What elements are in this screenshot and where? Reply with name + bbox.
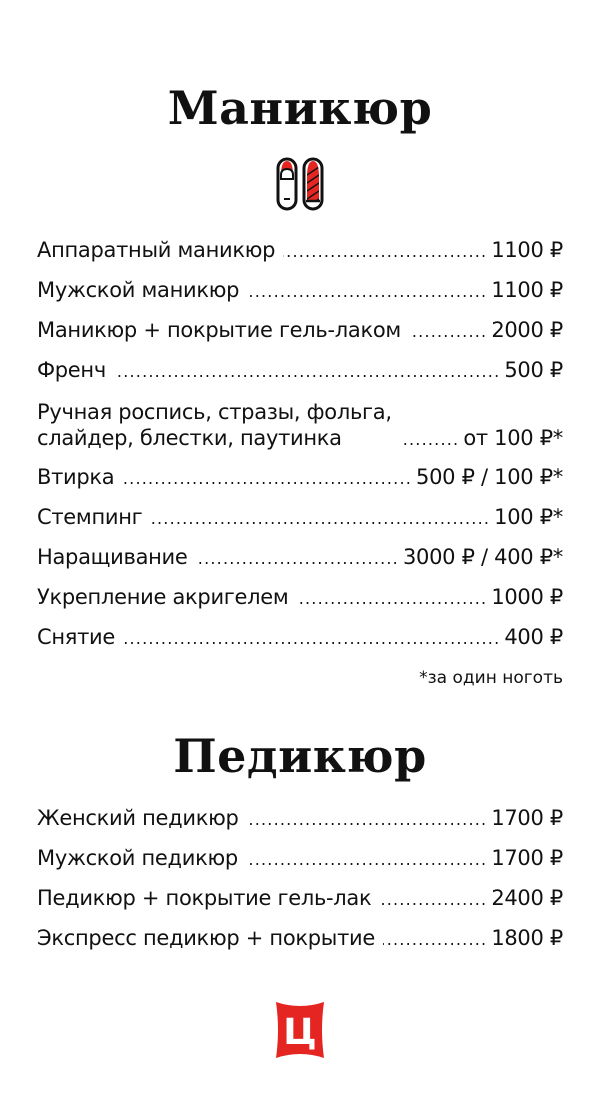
- service-price: 1700 ₽: [491, 846, 563, 870]
- list-item: [37, 845, 563, 871]
- dot-leader: [246, 854, 487, 866]
- service-name: Мужской маникюр: [37, 278, 240, 302]
- service-price: 3000 ₽ / 400 ₽*: [402, 545, 563, 569]
- list-item: [37, 277, 563, 303]
- dot-leader: [246, 814, 487, 826]
- dot-leader: [247, 286, 487, 298]
- logo-letter: Ц: [283, 1012, 317, 1053]
- list-item: [37, 504, 563, 530]
- footnote: *за один ноготь: [419, 668, 563, 688]
- dot-leader: [150, 513, 490, 525]
- dot-leader: [122, 473, 412, 485]
- list-item: [37, 317, 563, 343]
- service-name: Снятие: [37, 625, 116, 649]
- dot-leader: [400, 434, 460, 446]
- service-price: 1800 ₽: [491, 926, 563, 950]
- list-item: [37, 885, 563, 911]
- service-name: Мужской педикюр: [37, 846, 238, 870]
- service-name: Френч: [37, 358, 106, 382]
- nail-polish-icon: [276, 157, 324, 213]
- service-name: Втирка: [37, 465, 115, 489]
- service-name: Укрепление акригелем: [37, 585, 289, 609]
- service-name: Женский педикюр: [37, 806, 239, 830]
- dot-leader: [296, 593, 487, 605]
- service-price: 100 ₽*: [494, 505, 563, 529]
- list-item: [37, 925, 563, 951]
- service-name: Стемпинг: [37, 505, 143, 529]
- service-name: Маникюр + покрытие гель-лаком: [37, 318, 401, 342]
- list-item: [37, 544, 563, 570]
- service-price: 1100 ₽: [491, 238, 563, 262]
- dot-leader: [123, 633, 500, 645]
- list-item: [37, 805, 563, 831]
- service-name: Аппаратный маникюр: [37, 238, 276, 262]
- pedicure-title: Педикюр: [173, 729, 427, 783]
- service-price: 2000 ₽: [491, 318, 563, 342]
- service-price: от 100 ₽*: [463, 426, 563, 450]
- service-price: 1000 ₽: [491, 585, 563, 609]
- brand-logo-icon: [268, 998, 332, 1062]
- dot-leader: [196, 553, 399, 565]
- service-name: Наращивание: [37, 545, 188, 569]
- list-item: [37, 357, 563, 383]
- manicure-title: Маникюр: [167, 81, 433, 135]
- list-item: [37, 624, 563, 650]
- dot-leader: [383, 934, 487, 946]
- service-price: 500 ₽: [504, 358, 563, 382]
- service-price: 500 ₽ / 100 ₽*: [416, 465, 563, 489]
- service-price: 1100 ₽: [491, 278, 563, 302]
- list-item: [37, 584, 563, 610]
- service-price: 2400 ₽: [491, 886, 563, 910]
- service-name: Экспресс педикюр + покрытие: [37, 926, 375, 950]
- list-item: [37, 237, 563, 263]
- dot-leader: [409, 326, 487, 338]
- service-price: 400 ₽: [504, 625, 563, 649]
- service-name: Ручная роспись, стразы, фольга, слайдер, блестки, паутинка: [37, 400, 392, 450]
- list-item: [37, 464, 563, 490]
- service-name: Педикюр + покрытие гель-лак: [37, 886, 372, 910]
- list-item: [37, 399, 563, 451]
- dot-leader: [283, 246, 487, 258]
- dot-leader: [379, 894, 487, 906]
- service-price: 1700 ₽: [491, 806, 563, 830]
- dot-leader: [114, 366, 500, 378]
